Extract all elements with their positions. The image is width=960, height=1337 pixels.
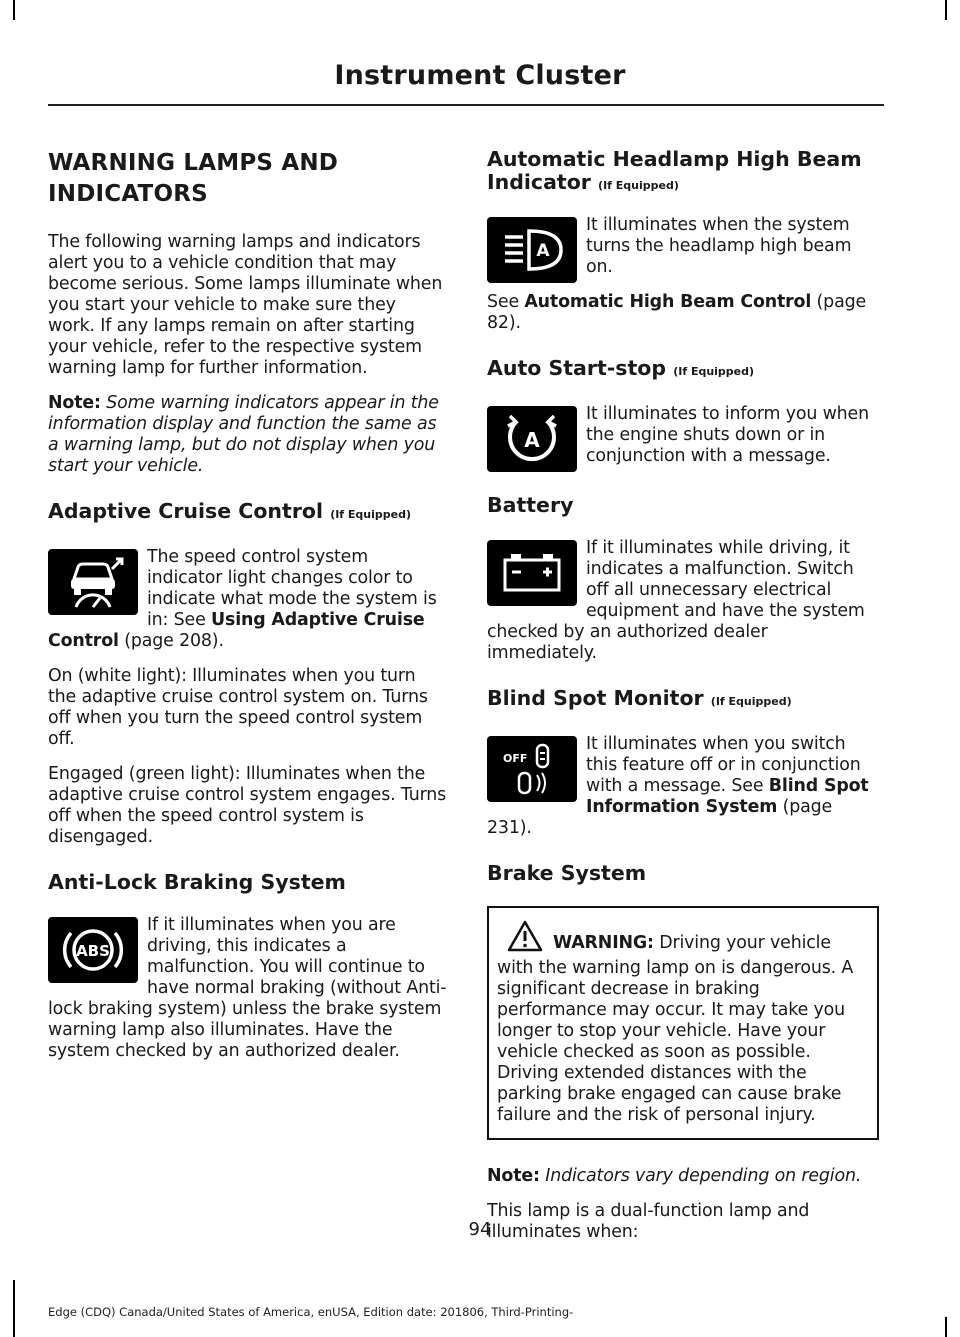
auto-start-description: It illuminates to inform you when the engine shuts down or in conjunction with a message. (586, 404, 869, 466)
abs-description: If it illuminates when you are driving, this indicates a malfunction. You will continue to have normal braking (without Anti-lock braking system) unless the brake system warning lamp also illuminates. Have the system checked by an authorized dealer. (48, 915, 447, 1061)
heading-battery: Battery (487, 493, 574, 517)
heading-blind-spot (487, 686, 879, 714)
high-beam-xref-link[interactable]: Automatic High Beam Control (524, 292, 812, 312)
heading-brake-system: Brake System (487, 861, 647, 885)
auto-start-stop-icon (487, 406, 577, 472)
note-label: Note: (48, 393, 101, 413)
battery-icon (487, 540, 577, 606)
brake-dual-function: This lamp is a dual-function lamp and illuminates when: (487, 1201, 810, 1242)
high-beam-see (487, 292, 879, 334)
adaptive-cruise-icon (48, 549, 138, 615)
blind-spot-off-icon (487, 736, 577, 802)
acc-text: The speed control system indicator light changes color to indicate what mode the system is in: See (147, 547, 437, 630)
blind-spot-text: It illuminates when you switch this feature off or in conjunction with a message. See (586, 734, 861, 796)
abs-icon (48, 917, 138, 983)
warning-label: WARNING: (553, 933, 654, 953)
high-beam-description: It illuminates when the system turns the headlamp high beam on. (586, 215, 852, 277)
auto-start-icon-text: A (524, 428, 540, 452)
brake-note (487, 1166, 879, 1187)
note-paragraph (48, 393, 448, 477)
note-text: Indicators vary depending on region. (545, 1166, 862, 1186)
see-prefix: See (487, 292, 525, 312)
warning-text: Driving your vehicle with the warning lamp on is dangerous. A significant decrease in braking performance may occur. It may take you longer to stop your vehicle. Have your vehicle checked as soon as possible. Driving extended distances with the parking brake engaged can cause brake failure and the risk of personal injury. (497, 933, 854, 1125)
heading-adaptive-cruise (48, 499, 448, 527)
high-beam-icon-text: A (536, 241, 550, 261)
crop-mark-top-right (945, 0, 947, 20)
heading-text: Blind Spot Monitor (487, 686, 704, 710)
header-divider (48, 104, 884, 106)
warning-box (487, 906, 879, 1140)
blind-spot-xref-link[interactable]: Blind Spot Information System (586, 776, 869, 817)
heading-auto-start-stop (487, 356, 879, 384)
acc-xref-link[interactable]: Using Adaptive Cruise Control (48, 610, 425, 651)
heading-text: Automatic Headlamp High Beam Indicator (487, 147, 862, 194)
page-number: 94 (468, 1219, 492, 1240)
battery-description: If it illuminates while driving, it indicates a malfunction. Switch off all unnecessary electrical equipment and have the system checked by an authorized dealer immediately. (487, 538, 865, 663)
if-equipped-label: (If Equipped) (598, 179, 679, 192)
abs-icon-text: ABS (76, 942, 110, 960)
crop-mark-top-left (13, 0, 15, 20)
page-title: Instrument Cluster (334, 60, 626, 91)
auto-high-beam-icon (487, 217, 577, 283)
section-heading-warning-lamps: WARNING LAMPS AND INDICATORS (48, 150, 339, 207)
heading-text: Auto Start-stop (487, 356, 667, 380)
note-text: Some warning indicators appear in the information display and function the same as a warning lamp, but do not display when you start your vehicle. (48, 393, 439, 476)
warning-paragraph (497, 920, 869, 1126)
heading-text: Adaptive Cruise Control (48, 499, 324, 523)
intro-paragraph: The following warning lamps and indicators alert you to a vehicle condition that may become serious. Some lamps illuminate when you start your vehicle to make sure they work. If any lamps remain on after starting your vehicle, refer to the respective system warning lamp for further information. (48, 232, 443, 378)
high-beam-page-ref: (page 82). (487, 292, 867, 333)
left-column (48, 148, 448, 1076)
heading-abs: Anti-Lock Braking System (48, 870, 346, 894)
blind-spot-page-ref: (page 231). (487, 797, 833, 838)
footer-edition: Edge (CDQ) Canada/United States of America, enUSA, Edition date: 201806, Third-Printing- (48, 1305, 574, 1319)
crop-mark-bottom-right (945, 1317, 947, 1337)
acc-page-ref: (page 208). (118, 631, 224, 651)
heading-auto-high-beam (487, 148, 879, 197)
right-column (487, 148, 879, 1257)
if-equipped-label: (If Equipped) (330, 508, 412, 521)
blind-spot-icon-text: OFF (503, 752, 528, 765)
if-equipped-label: (If Equipped) (710, 695, 792, 708)
crop-mark-bottom-left (13, 1280, 15, 1337)
note-label: Note: (487, 1166, 540, 1186)
acc-white-light: On (white light): Illuminates when you turn the adaptive cruise control system on. Turns off when you turn the speed control system off. (48, 666, 428, 749)
if-equipped-label: (If Equipped) (673, 365, 755, 378)
acc-green-light: Engaged (green light): Illuminates when the adaptive cruise control system engages. Turns off when the speed control system is disengaged. (48, 764, 447, 847)
warning-triangle-icon (507, 920, 543, 958)
